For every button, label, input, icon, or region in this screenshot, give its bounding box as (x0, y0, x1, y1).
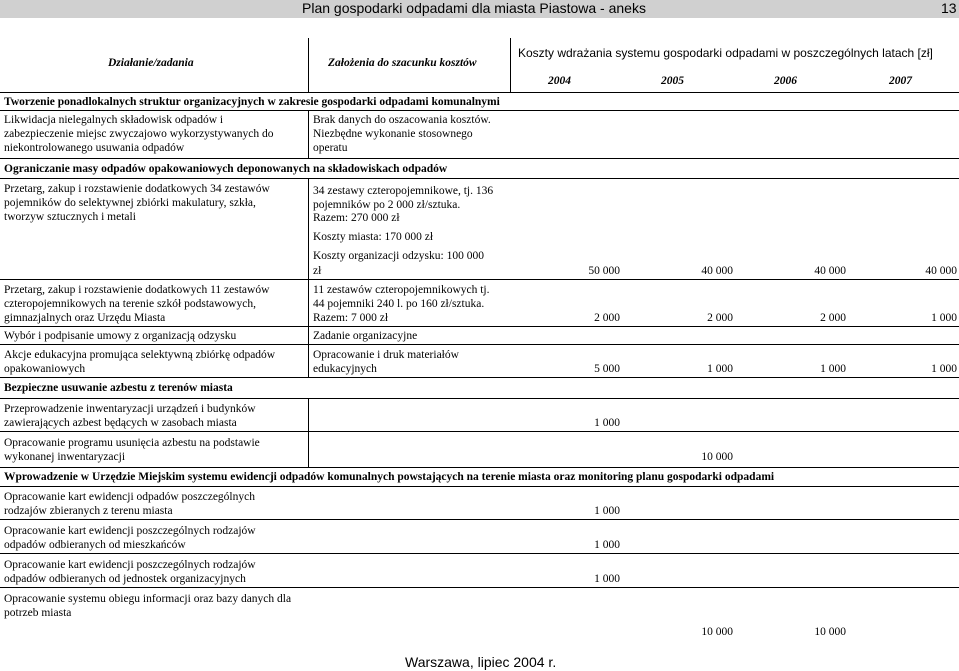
cost-2007: 40 000 (925, 265, 957, 277)
cost-2004: 1 000 (594, 417, 620, 429)
column-divider (510, 38, 511, 92)
cost-2006: 2 000 (820, 312, 846, 324)
task-text: Likwidacja nielegalnych składowisk odpadów i (4, 114, 224, 126)
column-divider (308, 178, 309, 377)
basis-text: pojemników po 2 000 zł/sztuka. (313, 199, 461, 211)
table-rule (0, 398, 959, 399)
table-rule (0, 519, 959, 520)
task-text: Przetarg, zakup i rozstawienie dodatkowych 11 zestawów (4, 284, 270, 296)
column-header-costs: Koszty wdrażania systemu gospodarki odpadami w poszczególnych latach [zł] (518, 46, 933, 60)
task-text: Wybór i podpisanie umowy z organizacją odzysku (4, 330, 237, 342)
cost-2005: 2 000 (707, 312, 733, 324)
basis-text: edukacyjnych (313, 363, 377, 375)
table-rule (0, 279, 959, 280)
basis-text: 11 zestawów czteropojemnikowych tj. (313, 284, 490, 296)
year-2004: 2004 (548, 75, 571, 87)
cost-2006: 10 000 (814, 626, 846, 638)
task-text: potrzeb miasta (4, 607, 72, 619)
task-text: odpadów odbieranych od mieszkańców (4, 539, 186, 551)
table-rule (0, 587, 959, 588)
task-text: czteropojemnikowych na terenie szkół podstawowych, (4, 298, 256, 310)
year-2006: 2006 (774, 75, 797, 87)
task-text: wykonanej inwentaryzacji (4, 451, 126, 463)
table-rule (0, 553, 959, 554)
basis-text: Razem: 270 000 zł (313, 212, 400, 224)
section-heading: Wprowadzenie w Urzędzie Miejskim systemu ewidencji odpadów komunalnych powstających na terenie miasta oraz monitoring planu gospodarki odpadami (4, 471, 775, 483)
task-text: Opracowanie programu usunięcia azbestu na podstawie (4, 437, 260, 449)
basis-text: Razem: 7 000 zł (313, 312, 389, 324)
basis-text: Niezbędne wykonanie stosownego (313, 128, 473, 140)
column-divider (308, 110, 309, 158)
task-text: Akcje edukacyjna promująca selektywną zbiórkę odpadów (4, 349, 276, 361)
basis-text: zł (313, 265, 322, 277)
task-text: Opracowanie kart ewidencji odpadów poszczególnych (4, 491, 255, 503)
column-divider (308, 398, 309, 467)
cost-2005: 1 000 (707, 363, 733, 375)
section-heading: Ograniczanie masy odpadów opakowaniowych deponowanych na składowiskach odpadów (4, 163, 448, 175)
task-text: Przeprowadzenie inwentaryzacji urządzeń i budynków (4, 403, 256, 415)
section-heading: Tworzenie ponadlokalnych struktur organizacyjnych w zakresie gospodarki odpadami komunalnymi (4, 96, 500, 108)
cost-2004: 5 000 (594, 363, 620, 375)
cost-2004: 1 000 (594, 505, 620, 517)
cost-2006: 1 000 (820, 363, 846, 375)
cost-2004: 2 000 (594, 312, 620, 324)
table-rule (0, 110, 959, 111)
year-2005: 2005 (661, 75, 684, 87)
task-text: Przetarg, zakup i rozstawienie dodatkowych 34 zestawów (4, 183, 270, 195)
column-header-basis: Założenia do szacunku kosztów (328, 57, 477, 69)
task-text: zabezpieczenie miejsc zwyczajowo wykorzystywanych do (4, 128, 274, 140)
basis-text: Opracowanie i druk materiałów (313, 349, 459, 361)
cost-2005: 10 000 (701, 626, 733, 638)
cost-2005: 10 000 (701, 451, 733, 463)
basis-text: Koszty organizacji odzysku: 100 000 (313, 250, 484, 262)
task-text: tworzyw sztucznych i metali (4, 211, 136, 223)
page-number: 13 (941, 0, 957, 16)
cost-2007: 1 000 (931, 363, 957, 375)
document-title: Plan gospodarki odpadami dla miasta Piastowa - aneks (302, 0, 646, 16)
task-text: opakowaniowych (4, 363, 86, 375)
column-header-tasks: Działanie/zadania (108, 57, 194, 69)
task-text: Opracowanie kart ewidencji poszczególnych rodzajów (4, 525, 256, 537)
year-2007: 2007 (889, 75, 912, 87)
cost-2007: 1 000 (931, 312, 957, 324)
task-text: pojemników do selektywnej zbiórki makulatury, szkła, (4, 197, 256, 209)
cost-2005: 40 000 (701, 265, 733, 277)
basis-text: 34 zestawy czteropojemnikowe, tj. 136 (313, 185, 494, 197)
table-rule (0, 377, 959, 378)
cost-2006: 40 000 (814, 265, 846, 277)
page-header (0, 0, 959, 18)
table-rule (0, 178, 959, 179)
table-rule (0, 467, 959, 468)
cost-2004: 1 000 (594, 573, 620, 585)
table-rule (0, 486, 959, 487)
cost-2004: 1 000 (594, 539, 620, 551)
table-rule (0, 344, 959, 345)
task-text: zawierających azbest będących w zasobach miasta (4, 417, 237, 429)
basis-text: Zadanie organizacyjne (313, 330, 418, 342)
task-text: odpadów odbieranych od jednostek organizacyjnych (4, 573, 246, 585)
table-rule (0, 431, 959, 432)
basis-text: Koszty miasta: 170 000 zł (313, 231, 434, 243)
basis-text: operatu (313, 142, 348, 154)
table-rule (0, 326, 959, 327)
table-rule (0, 158, 959, 159)
task-text: Opracowanie kart ewidencji poszczególnych rodzajów (4, 559, 256, 571)
page-footer: Warszawa, lipiec 2004 r. (405, 654, 557, 670)
task-text: niekontrolowanego usuwania odpadów (4, 142, 185, 154)
cost-2004: 50 000 (588, 265, 620, 277)
task-text: gimnazjalnych oraz Urzędu Miasta (4, 312, 166, 324)
column-divider (308, 38, 309, 92)
section-heading: Bezpieczne usuwanie azbestu z terenów miasta (4, 382, 233, 394)
task-text: rodzajów zbieranych z terenu miasta (4, 505, 173, 517)
basis-text: Brak danych do oszacowania kosztów. (313, 114, 491, 126)
basis-text: 44 pojemniki 240 l. po 160 zł/sztuka. (313, 298, 485, 310)
task-text: Opracowanie systemu obiegu informacji oraz bazy danych dla (4, 593, 292, 605)
table-rule (0, 92, 959, 93)
